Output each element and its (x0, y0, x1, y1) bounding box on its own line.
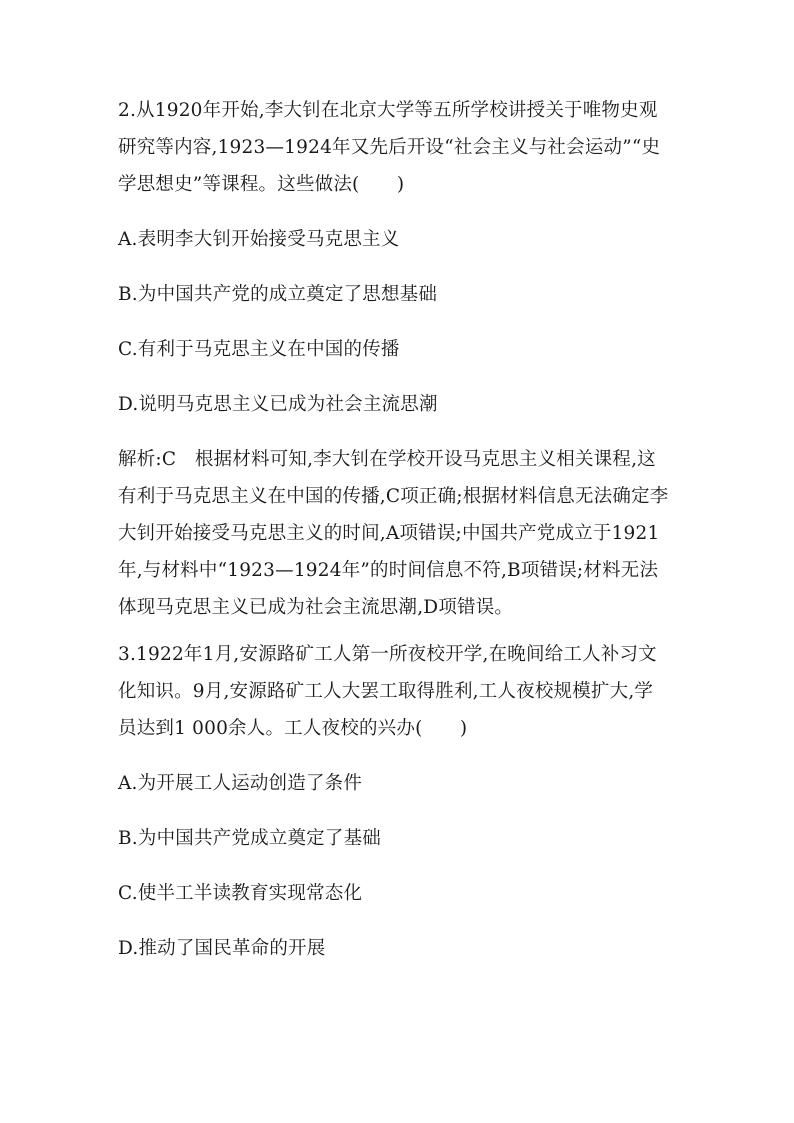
question-3-stem-line: 3.1922年1月,安源路矿工人第一所夜校开学,在晚间给工人补习文 (118, 644, 657, 665)
document-page (118, 98, 678, 962)
question-2-option-d: D.说明马克思主义已成为社会主流思潮 (118, 394, 438, 415)
question-2-option-b: B.为中国共产党的成立奠定了思想基础 (118, 284, 438, 305)
question-3-stem-line: 化知识。9月,安源路矿工人大罢工取得胜利,工人夜校规模扩大,学 (118, 681, 654, 702)
question-3-option-c: C.使半工半读教育实现常态化 (118, 883, 363, 904)
question-2-stem-line: 研究等内容,1923—1924年又先后开设“社会主义与社会运动”“史 (118, 137, 661, 158)
question-3-option-b: B.为中国共产党成立奠定了基础 (118, 828, 381, 849)
analysis-line: 解析:C 根据材料可知,李大钊在学校开设马克思主义相关课程,这 (118, 449, 656, 470)
question-3-options (118, 771, 678, 962)
question-3-option-d: D.推动了国民革命的开展 (118, 938, 326, 959)
question-2-option-a: A.表明李大钊开始接受马克思主义 (118, 229, 400, 250)
analysis-line: 有利于马克思主义在中国的传播,C项正确;根据材料信息无法确定李 (118, 486, 669, 507)
analysis-line: 大钊开始接受马克思主义的时间,A项错误;中国共产党成立于1921 (118, 523, 660, 544)
analysis-line: 体现马克思主义已成为社会主流思潮,D项错误。 (118, 597, 514, 618)
question-2-stem-line: 学思想史”等课程。这些做法( ) (118, 174, 405, 195)
question-2-analysis (118, 447, 678, 632)
analysis-line: 年,与材料中“1923—1924年”的时间信息不符,B项错误;材料无法 (118, 560, 659, 581)
question-3-stem (118, 642, 678, 753)
question-2-stem-line: 2.从1920年开始,李大钊在北京大学等五所学校讲授关于唯物史观 (118, 100, 658, 121)
question-2-stem (118, 98, 678, 209)
question-2-options (118, 227, 678, 418)
question-3-stem-line: 员达到1 000余人。工人夜校的兴办( ) (118, 718, 468, 739)
question-2-option-c: C.有利于马克思主义在中国的传播 (118, 339, 400, 360)
question-3-option-a: A.为开展工人运动创造了条件 (118, 773, 363, 794)
